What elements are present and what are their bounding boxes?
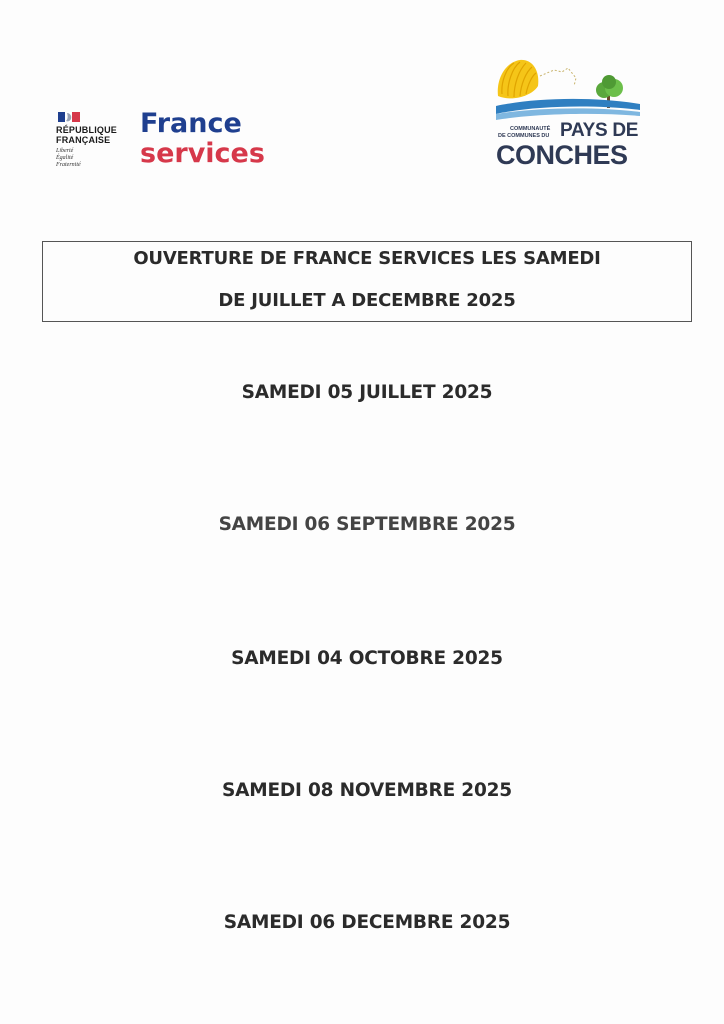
title-line-1: OUVERTURE DE FRANCE SERVICES LES SAMEDI [133,248,601,269]
date-item: SAMEDI 08 NOVEMBRE 2025 [222,780,512,801]
france-services-word-france: France [140,108,242,139]
pays-de-label: PAYS DE [560,120,639,141]
date-item: SAMEDI 06 DECEMBRE 2025 [223,912,511,933]
title-line-2: DE JUILLET A DECEMBRE 2025 [218,290,516,311]
france-services-word-services: services [140,138,265,169]
francaise-line: FRANÇAISE [56,135,111,145]
date-item: SAMEDI 06 SEPTEMBRE 2025 [218,514,516,535]
marianne-icon [58,110,82,124]
date-item: SAMEDI 05 JUILLET 2025 [241,382,493,403]
de-communes-du-label: DE COMMUNES DU [498,133,550,139]
motto-fraternite: Fraternité [56,162,81,168]
republique-line: RÉPUBLIQUE [56,125,118,135]
republique-francaise-logo [56,110,136,174]
pays-de-conches-logo [492,56,652,174]
motto-liberte: Liberté [56,148,74,154]
title-box [42,241,692,322]
communaute-label: COMMUNAUTÉ [510,126,551,132]
france-services-logo [140,108,280,172]
conches-label: CONCHES [496,140,628,170]
motto-egalite: Égalité [56,155,74,161]
date-item: SAMEDI 04 OCTOBRE 2025 [231,648,503,669]
